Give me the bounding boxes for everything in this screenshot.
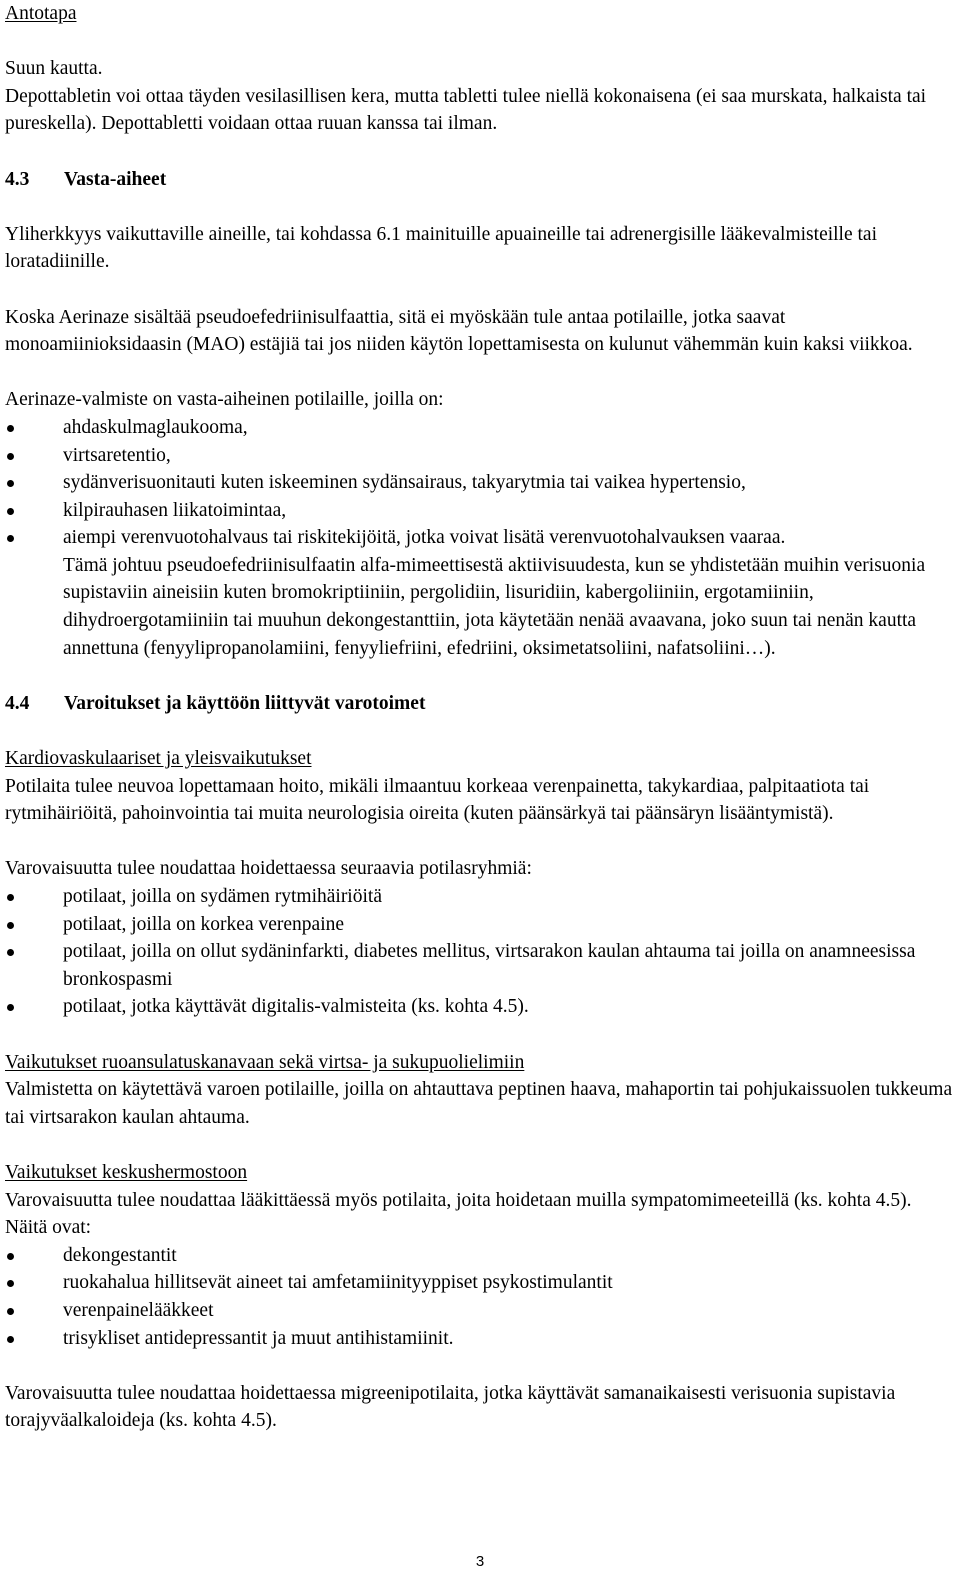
list-item: aiempi verenvuotohalvaus tai riskitekijöitä, jotka voivat lisätä verenvuotohalvauksen vaaraa. [5, 524, 954, 552]
list-item: potilaat, joilla on korkea verenpaine [5, 911, 954, 939]
section-4-4-heading [5, 690, 954, 718]
list-item: sydänverisuonitauti kuten iskeeminen sydänsairaus, takyarytmia tai vaikea hypertensio, [5, 469, 954, 497]
list-item: potilaat, joilla on sydämen rytmihäiriöitä [5, 883, 954, 911]
subheading: Vaikutukset keskushermostoon [5, 1161, 248, 1183]
list-item: kilpirauhasen liikatoimintaa, [5, 497, 954, 525]
subheading: Vaikutukset ruoansulatuskanavaan sekä virtsa- ja sukupuolielimiin [5, 1051, 525, 1073]
section-number: 4.3 [5, 168, 30, 190]
paragraph: Varovaisuutta tulee noudattaa hoidettaessa seuraavia potilasryhmiä: [5, 858, 532, 880]
list-item: ruokahalua hillitsevät aineet tai amfetamiinityyppiset psykostimulantit [5, 1269, 954, 1297]
page-number: 3 [475, 1553, 485, 1570]
list-item: virtsaretentio, [5, 442, 954, 470]
antotapa-text: Depottabletin voi ottaa täyden vesilasillisen kera, mutta tabletti tulee niellä kokonaisena (ei saa murskata, halkaista tai pureskella). Depottabletti voidaan ottaa ruuan kanssa tai ilman. [5, 85, 927, 135]
paragraph: Varovaisuutta tulee noudattaa lääkittäessä myös potilaita, joita hoidetaan muilla sympatomimeeteillä (ks. kohta 4.5). Näitä ovat: [5, 1189, 912, 1239]
section-number: 4.4 [5, 692, 30, 714]
paragraph: Varovaisuutta tulee noudattaa hoidettaessa migreenipotilaita, jotka käyttävät samanaikaisesti verisuonia supistavia torajyväalkaloideja (ks. kohta 4.5). [5, 1382, 896, 1432]
paragraph: Yliherkkyys vaikuttaville aineille, tai kohdassa 6.1 mainituille apuaineille tai adrenergisille lääkevalmisteille tai loratadiinille. [5, 223, 877, 273]
patient-group-list [5, 883, 954, 1021]
paragraph: Valmistetta on käytettävä varoen potilaille, joilla on ahtauttava peptinen haava, mahaportin tai pohjukaissuolen tukkeuma tai virtsarakon kaulan ahtauma. [5, 1079, 953, 1128]
section-title: Varoitukset ja käyttöön liittyvät varotoimet [64, 692, 426, 714]
subheading: Kardiovaskulaariset ja yleisvaikutukset [5, 748, 312, 770]
list-item: dekongestantit [5, 1242, 954, 1270]
sympathomimetic-list [5, 1242, 954, 1352]
antotapa-heading: Antotapa [5, 3, 77, 24]
list-item: ahdaskulmaglaukooma, [5, 414, 954, 442]
contraindication-list [5, 414, 954, 552]
paragraph: Aerinaze-valmiste on vasta-aiheinen potilaille, joilla on: [5, 389, 444, 411]
paragraph: Koska Aerinaze sisältää pseudoefedriinisulfaattia, sitä ei myöskään tule antaa potilaille, jotka saavat monoamiinioksidaasin (MAO) estäjiä tai jos niiden käytön lopettamisesta on kulunut vähemmän kuin kaksi viikkoa. [5, 306, 913, 356]
section-title: Vasta-aiheet [64, 168, 167, 190]
paragraph: Tämä johtuu pseudoefedriinisulfaatin alfa-mimeettisestä aktiivisuudesta, kun se yhdistetään muihin verisuonia supistaviin aineisiin kuten bromokriptiiniin, pergolidiin, lisuridiin, kabergoliiniin, ergotamiiniin, dihydroergotamiiniin tai muuhun dekongestanttiin, jota käytetään nenää avaavana, joko suun tai nenän kautta annettuna (fenyylipropanolamiini, fenyyliefriini, efedriini, oksimetatsoliini, nafatsoliini…). [63, 554, 926, 659]
list-item: trisykliset antidepressantit ja muut antihistamiinit. [5, 1325, 954, 1353]
section-4-3-heading [5, 166, 954, 194]
antotapa-route: Suun kautta. [5, 58, 103, 80]
list-item: potilaat, jotka käyttävät digitalis-valmisteita (ks. kohta 4.5). [5, 993, 954, 1021]
list-item: verenpainelääkkeet [5, 1297, 954, 1325]
list-item: potilaat, joilla on ollut sydäninfarkti, diabetes mellitus, virtsarakon kaulan ahtauma tai joilla on anamneesissa bronkospasmi [5, 938, 954, 993]
paragraph: Potilaita tulee neuvoa lopettamaan hoito, mikäli ilmaantuu korkeaa verenpainetta, takykardiaa, palpitaatiota tai rytmihäiriöitä, pahoinvointia tai muita neurologisia oireita (kuten päänsärkyä tai päänsäryn lisääntymistä). [5, 775, 870, 825]
